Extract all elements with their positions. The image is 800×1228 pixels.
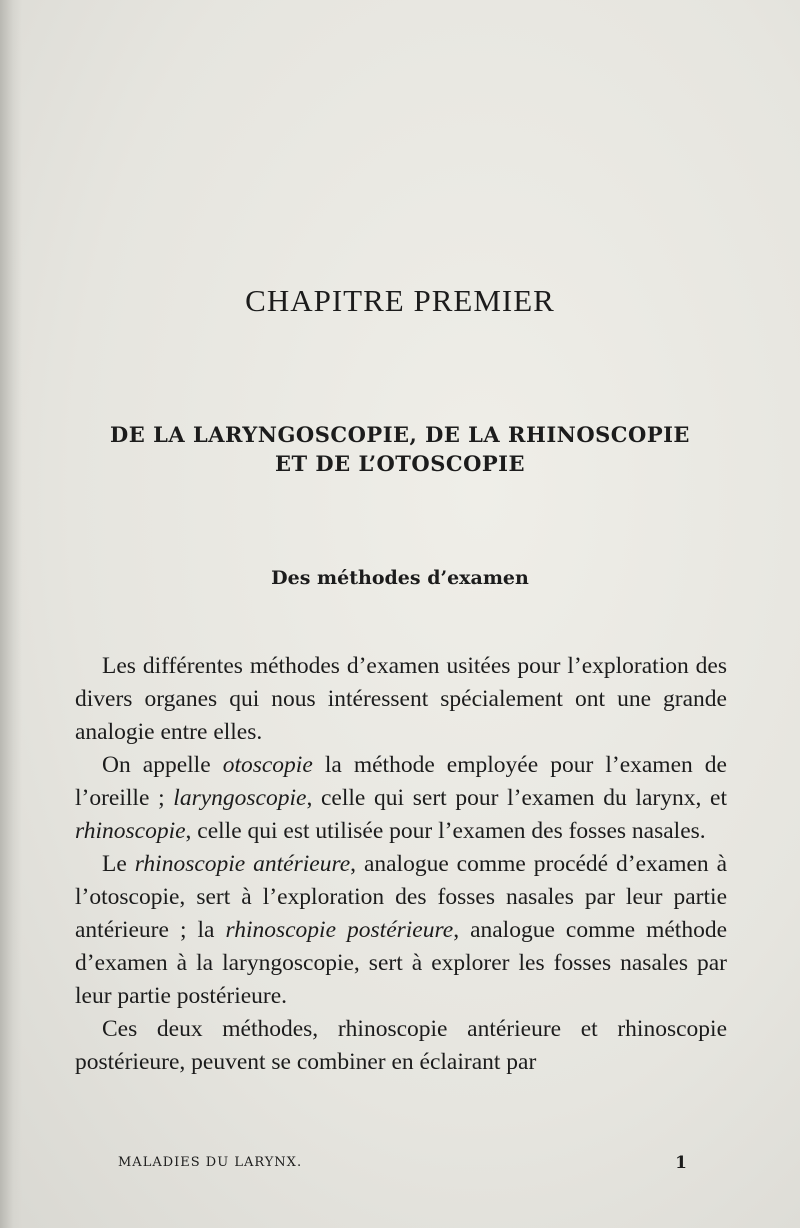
paragraph-2-text: , celle qui sert pour l’examen du larynx, et bbox=[306, 785, 727, 811]
paragraph-3-text: Le bbox=[102, 851, 135, 877]
section-title-line-1: DE LA LARYNGOSCOPIE, DE LA RHINOSCOPIE bbox=[110, 422, 690, 447]
paragraph-3-term-rhinoscopie-anterieure: rhinoscopie antérieure bbox=[134, 851, 351, 877]
section-title-line-2: ET DE L’OTOSCOPIE bbox=[274, 451, 526, 476]
paragraph-1: Les différentes méthodes d’examen usitées pour l’exploration des divers organes qui nous intéressent spécialement ont une grande analogie entre elles. bbox=[75, 653, 727, 745]
paragraph-2-text: , celle qui est utilisée pour l’examen des fosses nasales. bbox=[185, 818, 706, 844]
paragraph-2 bbox=[75, 749, 727, 848]
section-title bbox=[60, 420, 740, 478]
paragraph-3-text: , analogue comme procédé d’examen à l’otoscopie, sert à l’exploration des fosses nasales par leur partie antérieure ; la bbox=[75, 851, 727, 943]
paragraph-2-term-otoscopie: otoscopie bbox=[222, 752, 313, 778]
page-footer bbox=[118, 1153, 688, 1173]
paragraph-3 bbox=[75, 848, 727, 1013]
paragraph-3-term-rhinoscopie-posterieure: rhinoscopie postérieure bbox=[225, 917, 454, 943]
paragraph-3-text: , analogue comme méthode d’examen à la laryngoscopie, sert à explorer les fosses nasales par leur partie postérieure. bbox=[75, 917, 728, 1009]
footer-signature: MALADIES DU LARYNX. bbox=[118, 1155, 303, 1170]
page-gutter-shadow bbox=[0, 0, 22, 1228]
paragraph-4: Ces deux méthodes, rhinoscopie antérieure et rhinoscopie postérieure, peuvent se combiner en éclairant par bbox=[75, 1016, 727, 1075]
chapter-heading: CHAPITRE PREMIER bbox=[245, 283, 555, 318]
paragraph-2-text: la méthode employée pour l’examen de l’oreille ; bbox=[75, 752, 727, 811]
paragraph-2-term-laryngoscopie: laryngoscopie bbox=[173, 785, 307, 811]
subsection-title: Des méthodes d’examen bbox=[271, 567, 529, 589]
body-text bbox=[75, 650, 727, 1079]
paragraph-2-text: On appelle bbox=[102, 752, 223, 778]
page-number: 1 bbox=[675, 1153, 688, 1173]
paragraph-2-term-rhinoscopie: rhinoscopie bbox=[75, 818, 186, 844]
